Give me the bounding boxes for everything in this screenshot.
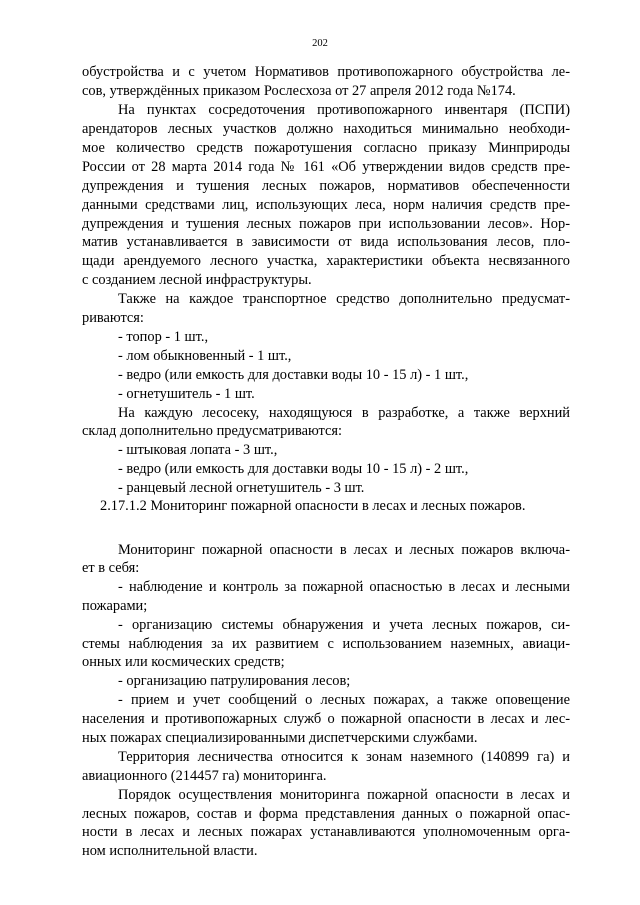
text-line: дупреждения и тушения лесных пожаров при использовании лесов». Нор- — [82, 216, 570, 232]
text-line: ности в лесах и лесных пожарах устанавливаются уполномоченным орга- — [82, 824, 570, 840]
text-line: дупреждения и тушения лесных пожаров, нормативов обеспеченности — [82, 178, 570, 194]
text-line: - организацию системы обнаружения и учета лесных пожаров, си- — [118, 617, 570, 633]
text-line: Порядок осуществления мониторинга пожарной опасности в лесах и — [118, 787, 570, 803]
page-number: 202 — [312, 38, 328, 49]
text-line: - ранцевый лесной огнетушитель - 3 шт. — [118, 480, 365, 496]
text-line: мое количество средств пожаротушения согласно приказу Минприроды — [82, 140, 570, 156]
text-line: матив устанавливается в зависимости от вида использования лесов, пло- — [82, 234, 570, 250]
text-line: с созданием лесной инфраструктуры. — [82, 272, 312, 288]
text-line: обустройства и с учетом Нормативов противопожарного обустройства ле- — [82, 64, 570, 80]
text-line: ных пожарах специализированными диспетчерскими службами. — [82, 730, 478, 746]
text-line: стемы наблюдения за их развитием с использованием наземных, авиаци- — [82, 636, 570, 652]
text-line: населения и противопожарных служб о пожарной опасности в лесах и лес- — [82, 711, 570, 727]
text-line: - ведро (или емкость для доставки воды 10 - 15 л) - 1 шт., — [118, 367, 469, 383]
text-line: риваются: — [82, 310, 144, 326]
text-line: Также на каждое транспортное средство дополнительно предусмат- — [118, 291, 570, 307]
text-line: пожарами; — [82, 598, 148, 614]
text-line: - топор - 1 шт., — [118, 329, 209, 345]
text-line: - огнетушитель - 1 шт. — [118, 386, 255, 402]
text-line: ном исполнительной власти. — [82, 843, 258, 859]
text-line: Мониторинг пожарной опасности в лесах и лесных пожаров включа- — [118, 542, 570, 558]
text-line: онных или космических средств; — [82, 654, 285, 670]
text-line: авиационного (214457 га) мониторинга. — [82, 768, 327, 784]
text-line: - лом обыкновенный - 1 шт., — [118, 348, 292, 364]
text-line: щади арендуемого лесного участка, характеристики объекта несвязанного — [82, 253, 570, 269]
text-line: На пунктах сосредоточения противопожарного инвентаря (ПСПИ) — [118, 102, 570, 118]
text-line: сов, утверждённых приказом Рослесхоза от 27 апреля 2012 года №174. — [82, 83, 516, 99]
section-heading: 2.17.1.2 Мониторинг пожарной опасности в лесах и лесных пожаров. — [100, 498, 526, 514]
text-line: арендаторов лесных участков должно находиться минимально необходи- — [82, 121, 570, 137]
text-line: склад дополнительно предусматриваются: — [82, 423, 342, 439]
text-line: ет в себя: — [82, 560, 140, 576]
text-line: данными средствами лиц, использующих леса, норм наличия средств пре- — [82, 197, 570, 213]
text-line: лесных пожаров, состав и форма представления данных о пожарной опас- — [82, 806, 570, 822]
text-line: Территория лесничества относится к зонам наземного (140899 га) и — [118, 749, 570, 765]
text-line: - прием и учет сообщений о лесных пожарах, а также оповещение — [118, 692, 570, 708]
text-line: На каждую лесосеку, находящуюся в разработке, а также верхний — [118, 405, 570, 421]
text-line: - организацию патрулирования лесов; — [118, 673, 351, 689]
text-line: - наблюдение и контроль за пожарной опасностью в лесах и лесными — [118, 579, 570, 595]
text-line: России от 28 марта 2014 года № 161 «Об утверждении видов средств пре- — [82, 159, 570, 175]
text-line: - ведро (или емкость для доставки воды 10 - 15 л) - 2 шт., — [118, 461, 469, 477]
text-line: - штыковая лопата - 3 шт., — [118, 442, 278, 458]
